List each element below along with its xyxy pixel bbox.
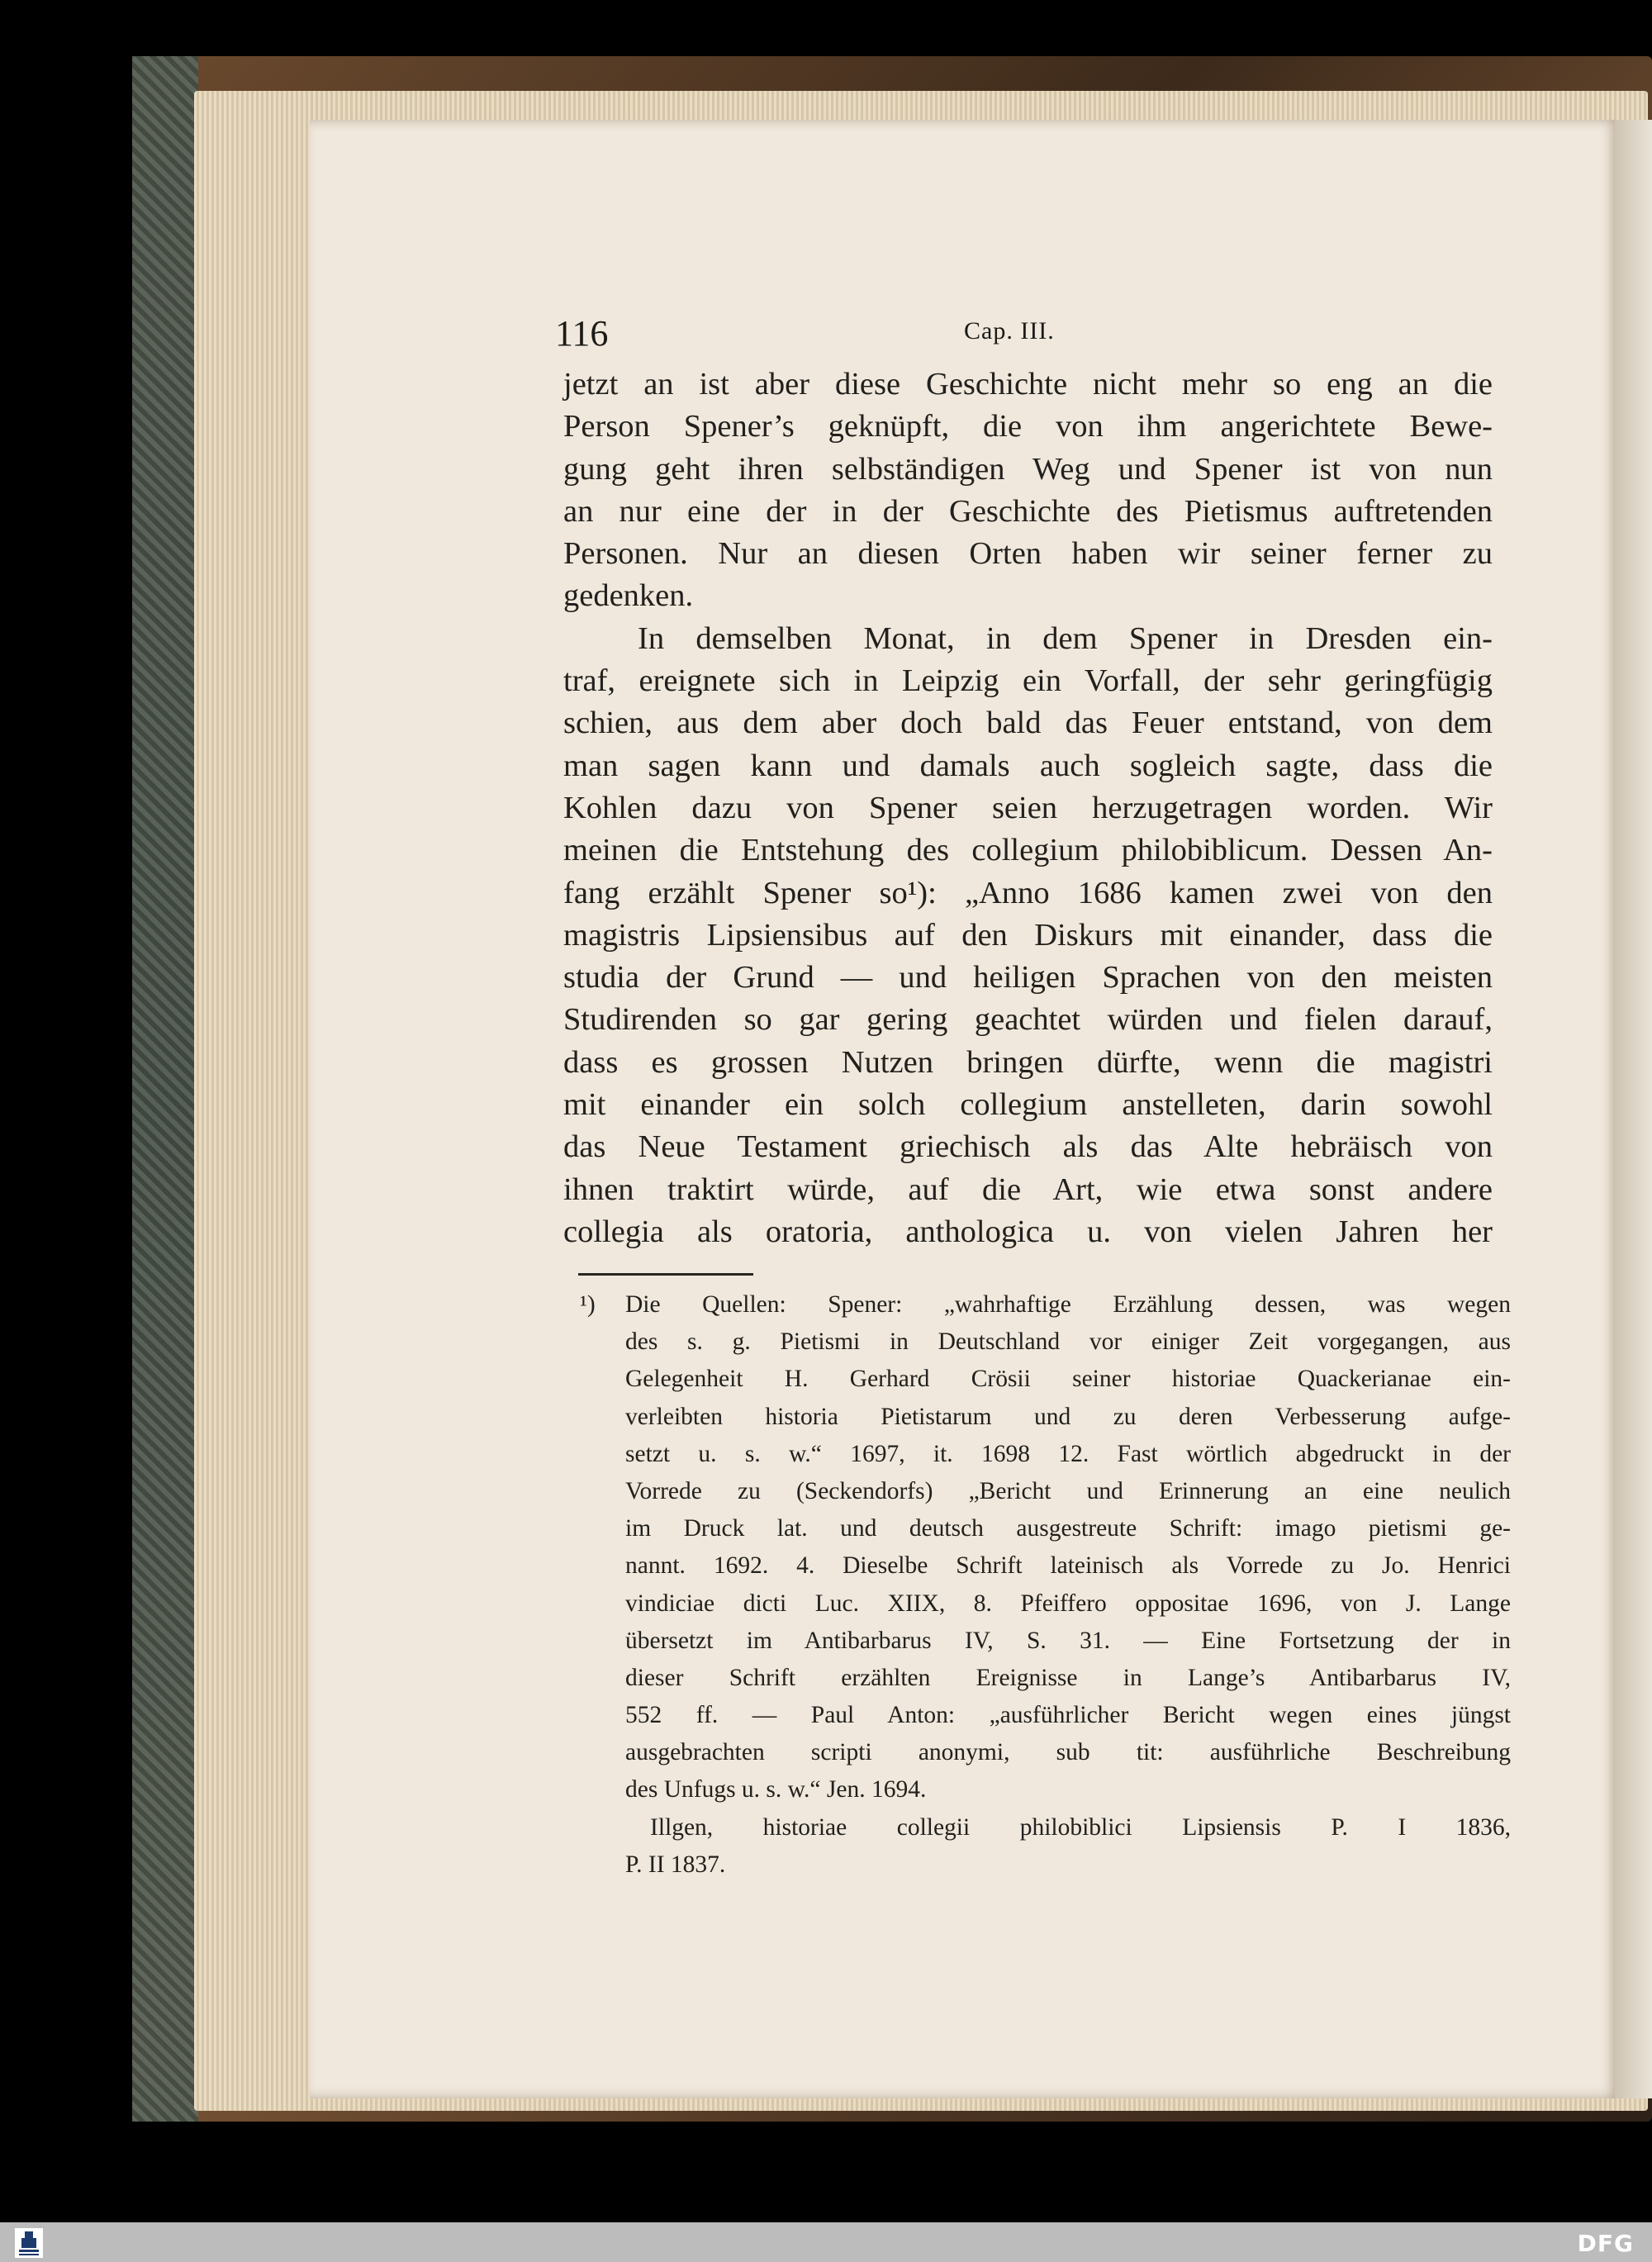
footnote-line: 552 ff. — Paul Anton: „ausführlicher Bericht wegen eines jüngst bbox=[625, 1702, 1511, 1729]
dfg-watermark: DFG bbox=[1577, 2230, 1634, 2257]
body-line: gedenken. bbox=[563, 578, 694, 614]
footnote-line: übersetzt im Antibarbarus IV, S. 31. — Eine Fortsetzung der in bbox=[625, 1627, 1511, 1654]
running-title: Cap. III. bbox=[964, 317, 1055, 345]
footnote bbox=[580, 1286, 1511, 1884]
body-line: an nur eine der in der Geschichte des Pietismus auftretenden bbox=[563, 493, 1493, 529]
body-line: jetzt an ist aber diese Geschichte nicht mehr so eng an die bbox=[563, 367, 1493, 402]
footnote-line: des Unfugs u. s. w.“ Jen. 1694. bbox=[625, 1776, 927, 1803]
viewer-footer-bar bbox=[0, 2222, 1652, 2262]
body-line: das Neue Testament griechisch als das Alte hebräisch von bbox=[563, 1129, 1493, 1165]
page-number: 116 bbox=[555, 313, 609, 354]
footnote-line: Die Quellen: Spener: „wahrhaftige Erzählung dessen, was wegen bbox=[625, 1291, 1511, 1318]
body-line: fang erzählt Spener so¹): „Anno 1686 kamen zwei von den bbox=[563, 875, 1493, 910]
footnote-line: nannt. 1692. 4. Dieselbe Schrift lateinisch als Vorrede zu Jo. Henrici bbox=[625, 1552, 1511, 1580]
body-line: Personen. Nur an diesen Orten haben wir seiner ferner zu bbox=[563, 536, 1493, 572]
body-line: man sagen kann und damals auch sogleich sagte, dass die bbox=[563, 748, 1493, 783]
body-line: dass es grossen Nutzen bringen dürfte, wenn die magistri bbox=[563, 1044, 1493, 1080]
body-line: mit einander ein solch collegium anstelleten, darin sowohl bbox=[563, 1087, 1493, 1123]
body-line: Person Spener’s geknüpft, die von ihm angerichtete Bewe- bbox=[563, 409, 1493, 444]
body-line: meinen die Entstehung des collegium philobiblicum. Dessen An- bbox=[563, 833, 1493, 868]
body-line: Kohlen dazu von Spener seien herzugetragen worden. Wir bbox=[563, 790, 1493, 825]
body-line: In demselben Monat, in dem Spener in Dresden ein- bbox=[638, 620, 1493, 656]
body-line: ihnen traktirt würde, auf die Art, wie etwa sonst andere bbox=[563, 1171, 1493, 1207]
body-line: gung geht ihren selbständigen Weg und Spener ist von nun bbox=[563, 451, 1493, 487]
footnote-line: verleibten historia Pietistarum und zu deren Verbesserung aufge- bbox=[625, 1403, 1511, 1430]
footnote-line: vindiciae dicti Luc. XIIX, 8. Pfeiffero oppositae 1696, von J. Lange bbox=[625, 1590, 1511, 1617]
body-line: schien, aus dem aber doch bald das Feuer entstand, von dem bbox=[563, 706, 1493, 741]
body-text bbox=[563, 364, 1493, 1253]
footnote-line: Gelegenheit H. Gerhard Crösii seiner historiae Quackerianae ein- bbox=[625, 1366, 1511, 1393]
footnote-line: dieser Schrift erzählten Ereignisse in Lange’s Antibarbarus IV, bbox=[625, 1664, 1511, 1691]
page-header bbox=[555, 312, 1493, 359]
footnote-line: Illgen, historiae collegii philobiblici Lipsiensis P. I 1836, bbox=[650, 1813, 1511, 1841]
footnote-marker: ¹) bbox=[580, 1291, 596, 1318]
body-line: collegia als oratoria, anthologica u. von vielen Jahren her bbox=[563, 1214, 1493, 1249]
body-line: traf, ereignete sich in Leipzig ein Vorfall, der sehr geringfügig bbox=[563, 663, 1493, 699]
facing-page-edge bbox=[1615, 120, 1652, 2098]
library-logo-icon bbox=[15, 2228, 43, 2258]
cover-spine-cloth bbox=[132, 56, 198, 2122]
footnote-line: Vorrede zu (Seckendorfs) „Bericht und Erinnerung an eine neulich bbox=[625, 1477, 1511, 1504]
footnote-line: des s. g. Pietismi in Deutschland vor einiger Zeit vorgegangen, aus bbox=[625, 1328, 1511, 1356]
body-line: studia der Grund — und heiligen Sprachen von den meisten bbox=[563, 960, 1493, 996]
footnote-line: im Druck lat. und deutsch ausgestreute Schrift: imago pietismi ge- bbox=[625, 1515, 1511, 1542]
body-line: magistris Lipsiensibus auf den Diskurs mit einander, dass die bbox=[563, 917, 1493, 953]
footnote-line: P. II 1837. bbox=[625, 1851, 726, 1878]
footnote-line: setzt u. s. w.“ 1697, it. 1698 12. Fast wörtlich abgedruckt in der bbox=[625, 1440, 1511, 1467]
footnote-rule bbox=[578, 1273, 753, 1276]
footnote-line: ausgebrachten scripti anonymi, sub tit: ausführliche Beschreibung bbox=[625, 1739, 1511, 1766]
body-line: Studirenden so gar gering geachtet würden und fielen darauf, bbox=[563, 1002, 1493, 1038]
